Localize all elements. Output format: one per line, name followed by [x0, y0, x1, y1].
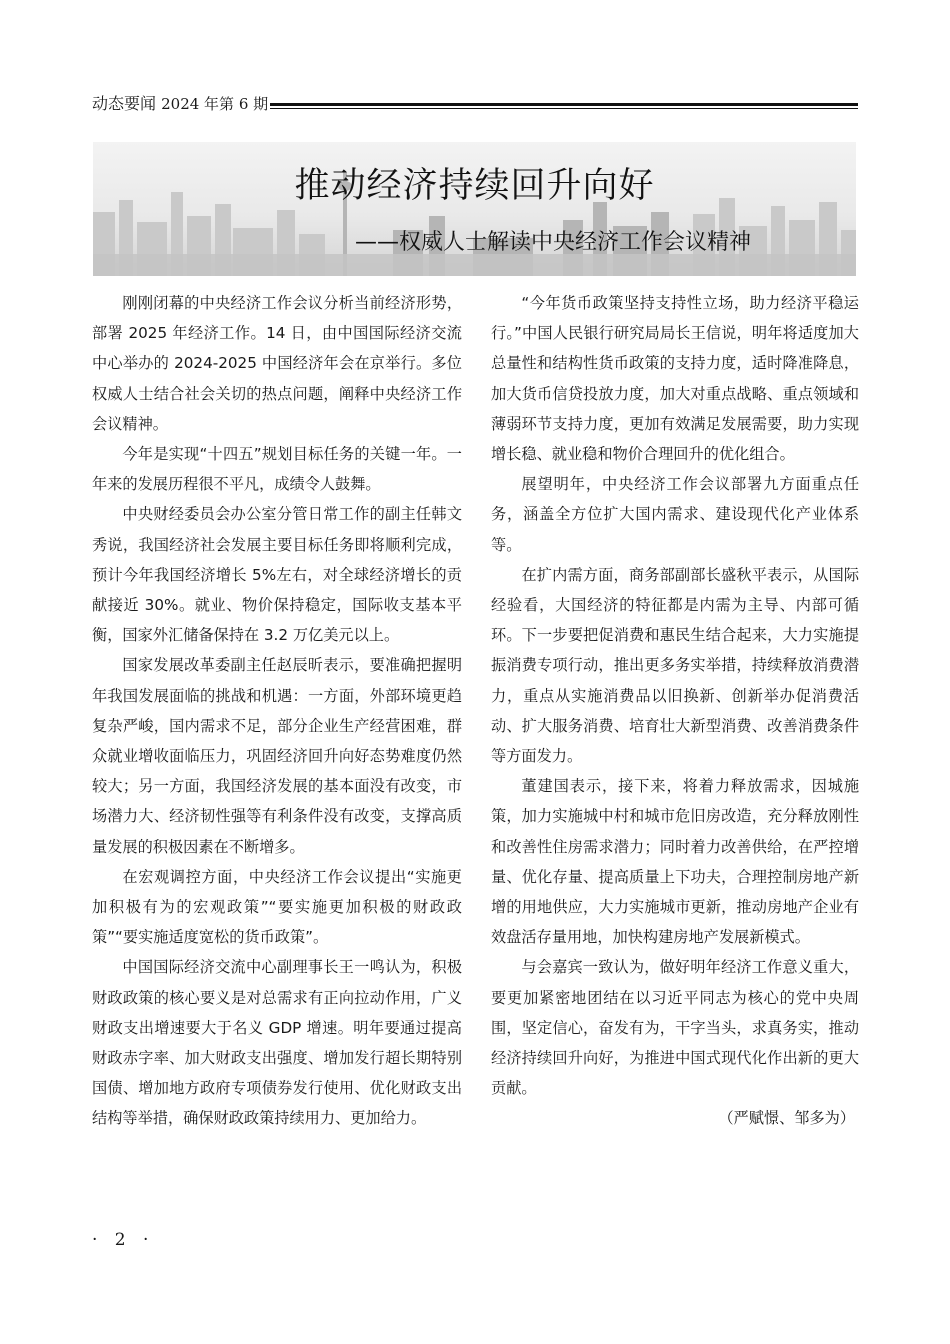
- page-number: · 2 ·: [92, 1230, 155, 1250]
- paragraph: 展望明年，中央经济工作会议部署九方面重点任务，涵盖全方位扩大国内需求、建设现代化产业体系等。: [491, 475, 859, 554]
- paragraph: 与会嘉宾一致认为，做好明年经济工作意义重大，要更加紧密地团结在以习近平同志为核心的党中央周围，坚定信心，奋发有为，干字当头，求真务实，推动经济持续回升向好，为推进中国式现代化作出新的更大贡献。: [491, 958, 859, 1098]
- paragraph: 国家发展改革委副主任赵辰昕表示，要准确把握明年我国发展面临的挑战和机遇：一方面，外部环境更趋复杂严峻，国内需求不足，部分企业生产经营困难，群众就业增收面临压力，巩固经济回升向好态势难度仍然较大；另一方面，我国经济发展的基本面没有改变，市场潜力大、经济韧性强等有利条件没有改变，支撑高质量发展的积极因素在不断增多。: [92, 656, 462, 856]
- paragraph: 刚刚闭幕的中央经济工作会议分析当前经济形势，部署 2025 年经济工作。14 日，由中国国际经济交流中心举办的 2024-2025 中国经济年会在京举行。多位权威人士结合社会关切的热点问题，阐释中央经济工作会议精神。: [92, 294, 462, 433]
- paragraph: 中央财经委员会办公室分管日常工作的副主任韩文秀说，我国经济社会发展主要目标任务即将顺利完成，预计今年我国经济增长 5%左右，对全球经济增长的贡献接近 30%。就业、物价保持稳定，国际收支基本平衡，国家外汇储备保持在 3.2 万亿美元以上。: [92, 505, 462, 645]
- author-byline: （严赋憬、邹多为）: [718, 1109, 855, 1128]
- paragraph: 董建国表示，接下来，将着力释放需求，因城施策，加力实施城中村和城市危旧房改造，充分释放刚性和改善性住房需求潜力；同时着力改善供给，在严控增量、优化存量、提高质量上下功夫，合理控制房地产新增的用地供应，大力实施城市更新，推动房地产企业有效盘活存量用地，加快构建房地产发展新模式。: [491, 777, 859, 947]
- article-column-left: [92, 288, 462, 1134]
- article-column-right: [491, 288, 859, 1134]
- paragraph: 在扩内需方面，商务部副部长盛秋平表示，从国际经验看，大国经济的特征都是内需为主导、内部可循环。下一步要把促消费和惠民生结合起来，大力实施提振消费专项行动，推出更多务实举措，持续释放消费潜力，重点从实施消费品以旧换新、创新举办促消费活动、扩大服务消费、培育壮大新型消费、改善消费条件等方面发力。: [491, 565, 859, 766]
- paragraph: 在宏观调控方面，中央经济工作会议提出“实施更加积极有为的宏观政策”“要实施更加积极的财政政策”“要实施适度宽松的货币政策”。: [92, 867, 462, 947]
- title-banner: [93, 142, 856, 276]
- paragraph: 今年是实现“十四五”规划目标任务的关键一年。一年来的发展历程很不平凡，成绩令人鼓舞。: [92, 445, 462, 494]
- page-header: [92, 92, 858, 118]
- issue-number: 2024 年第 6 期: [161, 95, 269, 113]
- article-title: 推动经济持续回升向好: [294, 166, 655, 206]
- section-name: 动态要闻: [92, 94, 157, 113]
- header-rule-thin: [270, 108, 858, 109]
- article-subtitle: ——权威人士解读中央经济工作会议精神: [355, 230, 752, 255]
- header-rule-thick: [270, 103, 858, 106]
- header-label: [92, 94, 268, 114]
- paragraph: 中国国际经济交流中心副理事长王一鸣认为，积极财政政策的核心要义是对总需求有正向拉动作用，广义财政支出增速要大于名义 GDP 增速。明年要通过提高财政赤字率、加大财政支出强度、增加发行超长期特别国债、增加地方政府专项债券发行使用、优化财政支出结构等举措，确保财政政策持续用力、更加给力。: [92, 958, 462, 1128]
- paragraph: “今年货币政策坚持支持性立场，助力经济平稳运行。”中国人民银行研究局局长王信说，明年将适度加大总量性和结构性货币政策的支持力度，适时降准降息，加大货币信贷投放力度，加大对重点战略、重点领域和薄弱环节支持力度，更加有效满足发展需要，助力实现增长稳、就业稳和物价合理回升的优化组合。: [491, 294, 859, 464]
